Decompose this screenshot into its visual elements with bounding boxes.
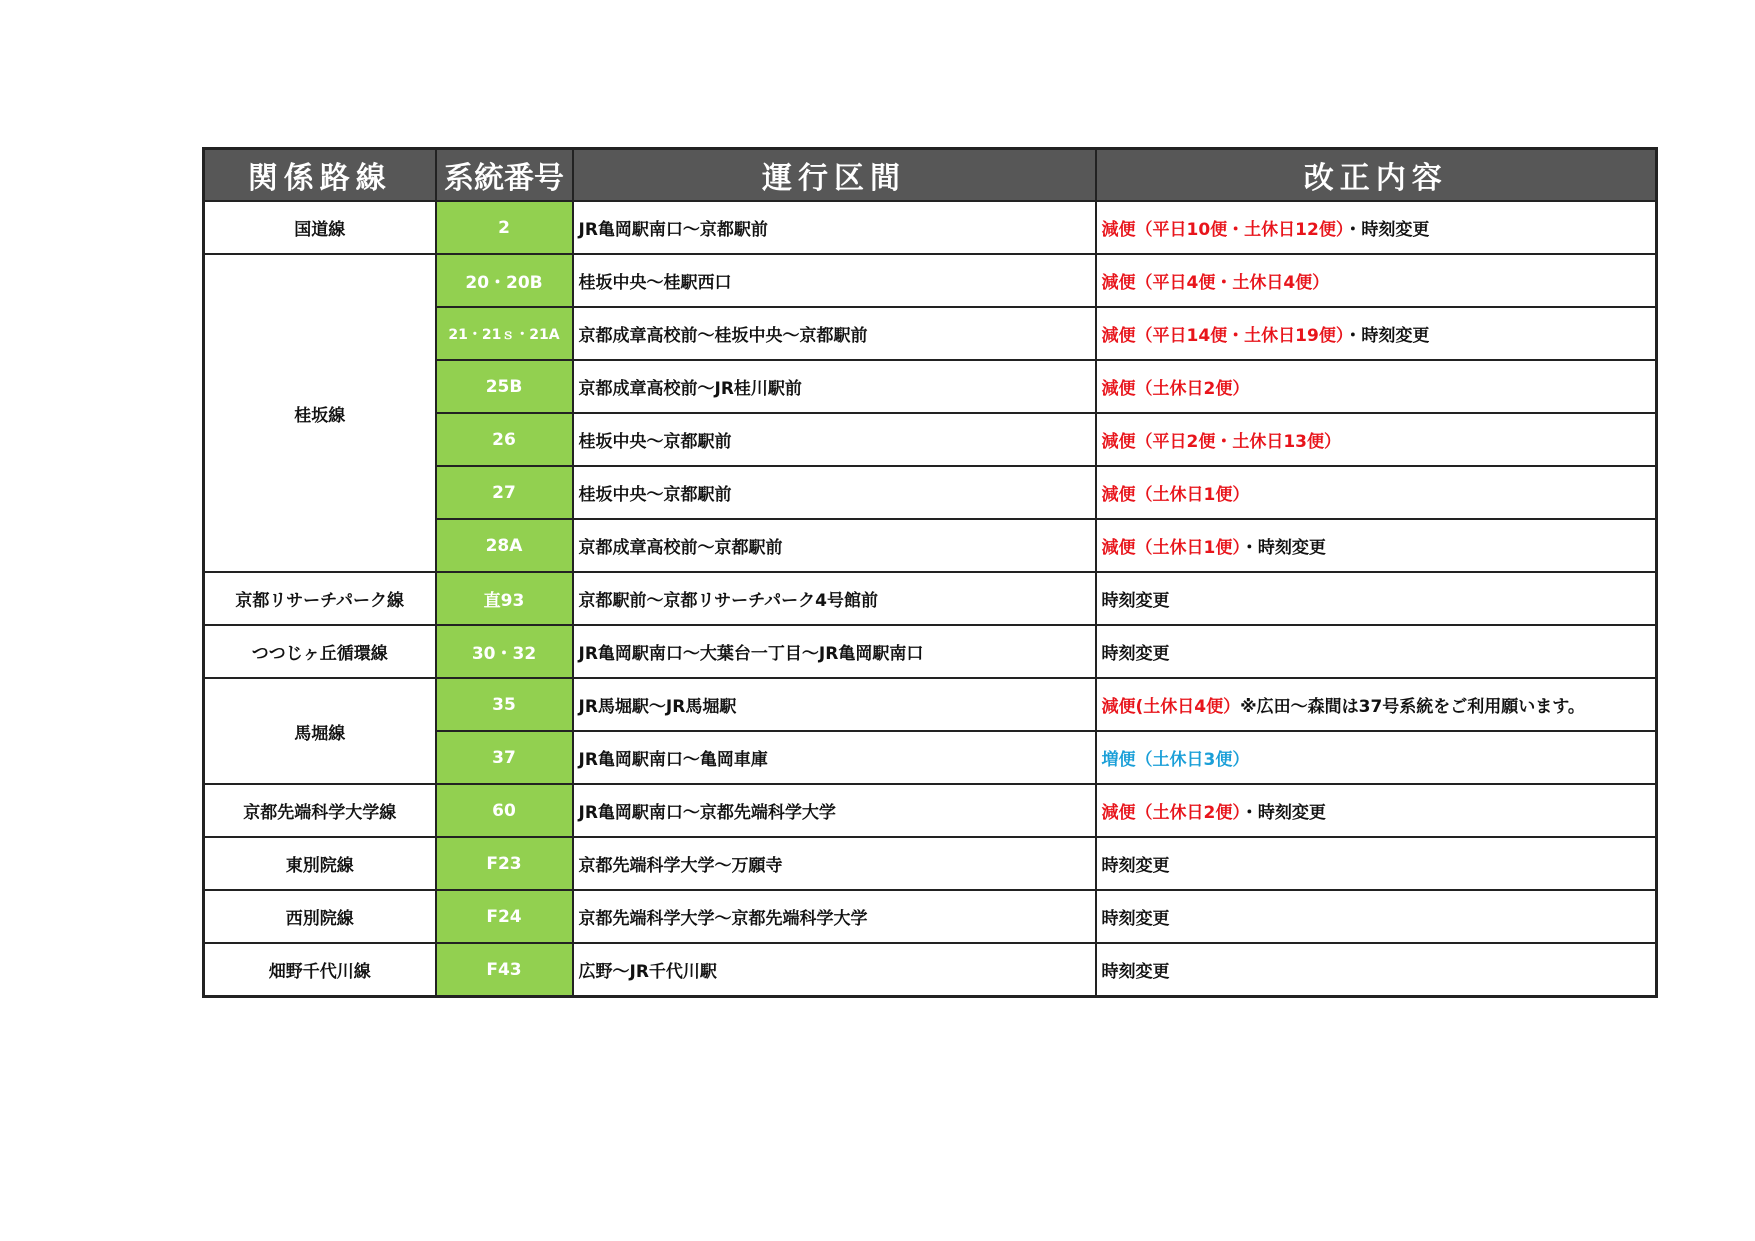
revision-note: 時刻変更 [1101, 909, 1170, 929]
route-number: 2 [436, 201, 573, 254]
route-section: 京都先端科学大学～京都先端科学大学 [573, 890, 1096, 943]
route-section: 京都成章高校前～京都駅前 [573, 519, 1096, 572]
revision-content [1096, 519, 1657, 572]
route-number: F43 [436, 943, 573, 997]
line-name: 馬堀線 [204, 678, 436, 784]
revision-note: ・時刻変更 [1240, 538, 1326, 558]
revision-highlight: 減便（平日10便・土休日12便） [1101, 220, 1345, 240]
revision-content [1096, 837, 1657, 890]
revision-content [1096, 678, 1657, 731]
line-name: 西別院線 [204, 890, 436, 943]
route-section: 桂坂中央～京都駅前 [573, 413, 1096, 466]
route-section: 京都先端科学大学～万願寺 [573, 837, 1096, 890]
route-section: JR馬堀駅～JR馬堀駅 [573, 678, 1096, 731]
route-section: 京都成章高校前～桂坂中央～京都駅前 [573, 307, 1096, 360]
table-row [204, 254, 1657, 307]
route-number: 21・21ｓ・21A [436, 307, 573, 360]
revision-content [1096, 254, 1657, 307]
route-number: 20・20B [436, 254, 573, 307]
route-number: F24 [436, 890, 573, 943]
route-section: 京都駅前～京都リサーチパーク4号館前 [573, 572, 1096, 625]
revision-content [1096, 307, 1657, 360]
table-row [204, 943, 1657, 997]
route-number: 28A [436, 519, 573, 572]
revision-highlight: 減便(土休日4便） [1101, 697, 1241, 717]
revision-highlight: 減便（平日2便・土休日13便） [1101, 432, 1341, 452]
table-row [204, 678, 1657, 731]
line-name: 桂坂線 [204, 254, 436, 572]
route-revision-table [202, 147, 1658, 998]
revision-highlight: 減便（平日4便・土休日4便） [1101, 273, 1330, 293]
route-number: 27 [436, 466, 573, 519]
route-section: 桂坂中央～桂駅西口 [573, 254, 1096, 307]
table-row [204, 201, 1657, 254]
route-number: 37 [436, 731, 573, 784]
revision-content [1096, 413, 1657, 466]
revision-content [1096, 731, 1657, 784]
route-section: JR亀岡駅南口～京都先端科学大学 [573, 784, 1096, 837]
revision-content [1096, 572, 1657, 625]
route-number: 26 [436, 413, 573, 466]
route-section: 京都成章高校前～JR桂川駅前 [573, 360, 1096, 413]
revision-note: ※広田～森間は37号系統をご利用願います。 [1240, 697, 1585, 717]
revision-highlight: 減便（土休日2便） [1101, 379, 1250, 399]
line-name: 国道線 [204, 201, 436, 254]
table-row [204, 890, 1657, 943]
table-row [204, 572, 1657, 625]
route-section: JR亀岡駅南口～亀岡車庫 [573, 731, 1096, 784]
table-row [204, 625, 1657, 678]
route-number: 60 [436, 784, 573, 837]
header-number: 系統番号 [436, 149, 573, 202]
revision-content [1096, 943, 1657, 997]
route-number: F23 [436, 837, 573, 890]
line-name: 畑野千代川線 [204, 943, 436, 997]
revision-content [1096, 890, 1657, 943]
revision-content [1096, 784, 1657, 837]
revision-note: 時刻変更 [1101, 591, 1170, 611]
revision-content [1096, 201, 1657, 254]
revision-content [1096, 360, 1657, 413]
line-name: 京都リサーチパーク線 [204, 572, 436, 625]
revision-highlight-increase: 増便（土休日3便） [1101, 750, 1250, 770]
route-section: JR亀岡駅南口～大葉台一丁目～JR亀岡駅南口 [573, 625, 1096, 678]
route-section: 広野～JR千代川駅 [573, 943, 1096, 997]
revision-note: 時刻変更 [1101, 644, 1170, 664]
revision-highlight: 減便（土休日1便） [1101, 485, 1250, 505]
route-section: 桂坂中央～京都駅前 [573, 466, 1096, 519]
revision-highlight: 減便（土休日2便） [1101, 803, 1241, 823]
revision-highlight: 減便（土休日1便） [1101, 538, 1241, 558]
revision-content [1096, 466, 1657, 519]
revision-highlight: 減便（平日14便・土休日19便） [1101, 326, 1345, 346]
revision-note: ・時刻変更 [1344, 220, 1430, 240]
revision-note: 時刻変更 [1101, 856, 1170, 876]
route-number: 直93 [436, 572, 573, 625]
route-number: 30・32 [436, 625, 573, 678]
route-number: 35 [436, 678, 573, 731]
revision-sheet [202, 147, 1655, 998]
table-row [204, 784, 1657, 837]
revision-content [1096, 625, 1657, 678]
revision-note: ・時刻変更 [1344, 326, 1430, 346]
line-name: 東別院線 [204, 837, 436, 890]
revision-note: 時刻変更 [1101, 962, 1170, 982]
route-number: 25B [436, 360, 573, 413]
revision-note: ・時刻変更 [1240, 803, 1326, 823]
table-row [204, 837, 1657, 890]
header-section: 運行区間 [573, 149, 1096, 202]
header-content: 改正内容 [1096, 149, 1657, 202]
header-line: 関係路線 [204, 149, 436, 202]
line-name: つつじヶ丘循環線 [204, 625, 436, 678]
route-section: JR亀岡駅南口～京都駅前 [573, 201, 1096, 254]
line-name: 京都先端科学大学線 [204, 784, 436, 837]
table-header-row [204, 149, 1657, 202]
